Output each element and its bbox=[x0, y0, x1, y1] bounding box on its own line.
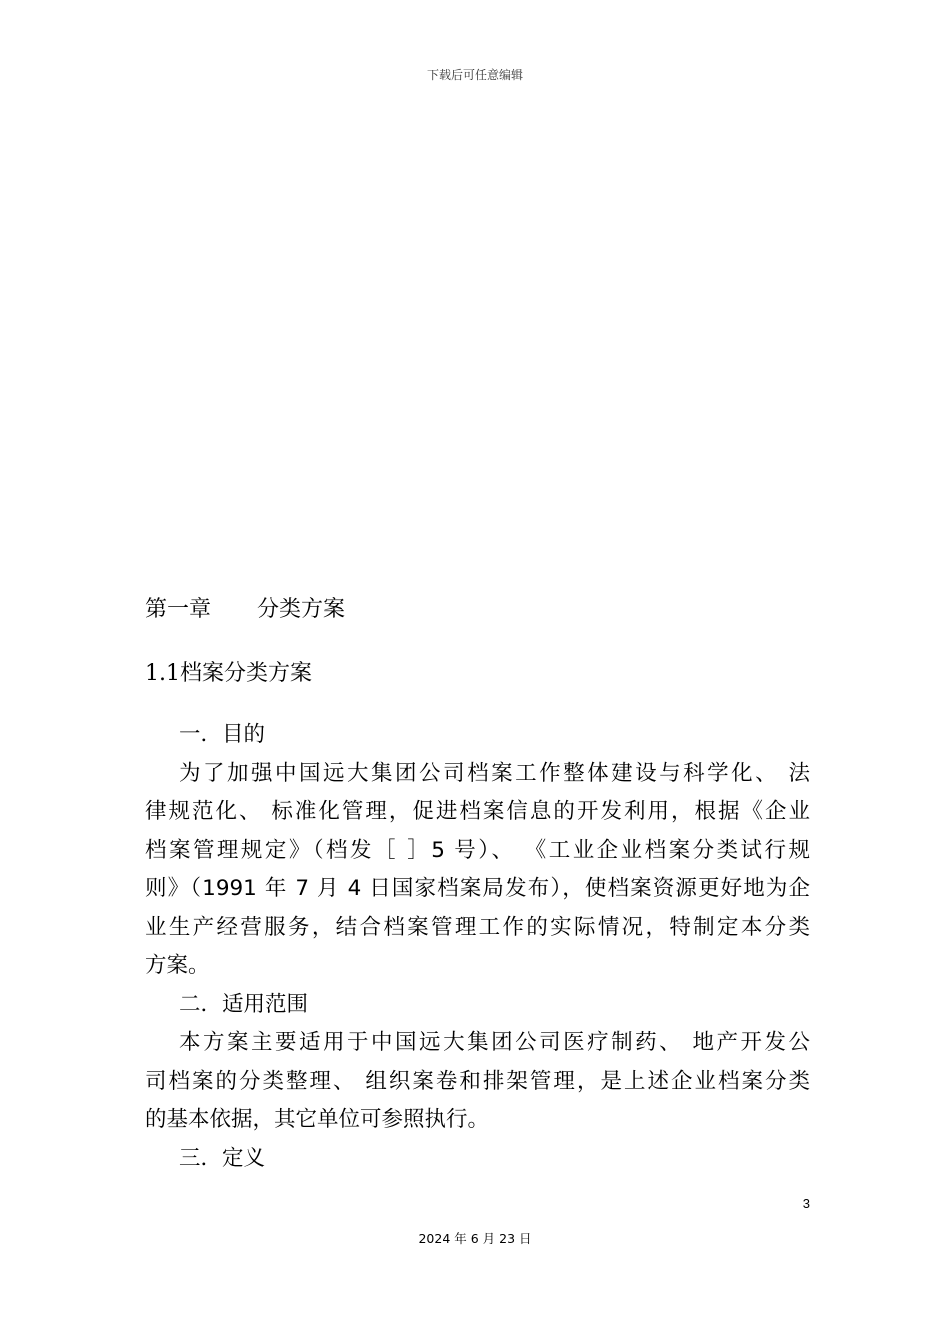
paragraph-line: 档案管理规定》（档发［ ］5 号）、 《工业企业档案分类试行规 bbox=[145, 837, 810, 863]
chapter-name: 分类方案 bbox=[257, 597, 346, 622]
paragraph-line: 为了加强中国远大集团公司档案工作整体建设与科学化、 法 bbox=[179, 760, 810, 786]
section-title bbox=[145, 660, 312, 688]
paragraph-line: 的基本依据，其它单位可参照执行。 bbox=[145, 1107, 490, 1132]
paragraph-line: 本方案主要适用于中国远大集团公司医疗制药、 地产开发公 bbox=[179, 1030, 810, 1055]
page-number: 3 bbox=[802, 1196, 810, 1211]
page-header-note: 下载后可任意编辑 bbox=[426, 68, 523, 82]
paragraph-line: 方案。 bbox=[145, 953, 210, 978]
paragraph-line: 则》（1991 年 7 月 4 日国家档案局发布），使档案资源更好地为企 bbox=[145, 876, 810, 901]
chapter-title bbox=[145, 596, 345, 624]
section-name: 档案分类方案 bbox=[180, 661, 313, 686]
chapter-label: 第一章 bbox=[145, 597, 212, 622]
paragraph-line: 司档案的分类整理、 组织案卷和排架管理，是上述企业档案分类 bbox=[145, 1068, 810, 1094]
section-number: 1.1 bbox=[145, 661, 180, 686]
document-body bbox=[145, 716, 810, 1178]
scope-heading: 二．适用范围 bbox=[179, 991, 309, 1017]
definition-heading: 三．定义 bbox=[179, 1145, 266, 1171]
paragraph-line: 业生产经营服务，结合档案管理工作的实际情况，特制定本分类 bbox=[145, 914, 810, 940]
paragraph-line: 律规范化、 标准化管理，促进档案信息的开发利用，根据《企业 bbox=[145, 799, 810, 824]
footer-date: 2024 年 6 月 23 日 bbox=[418, 1231, 532, 1246]
purpose-heading: 一．目的 bbox=[179, 722, 266, 747]
